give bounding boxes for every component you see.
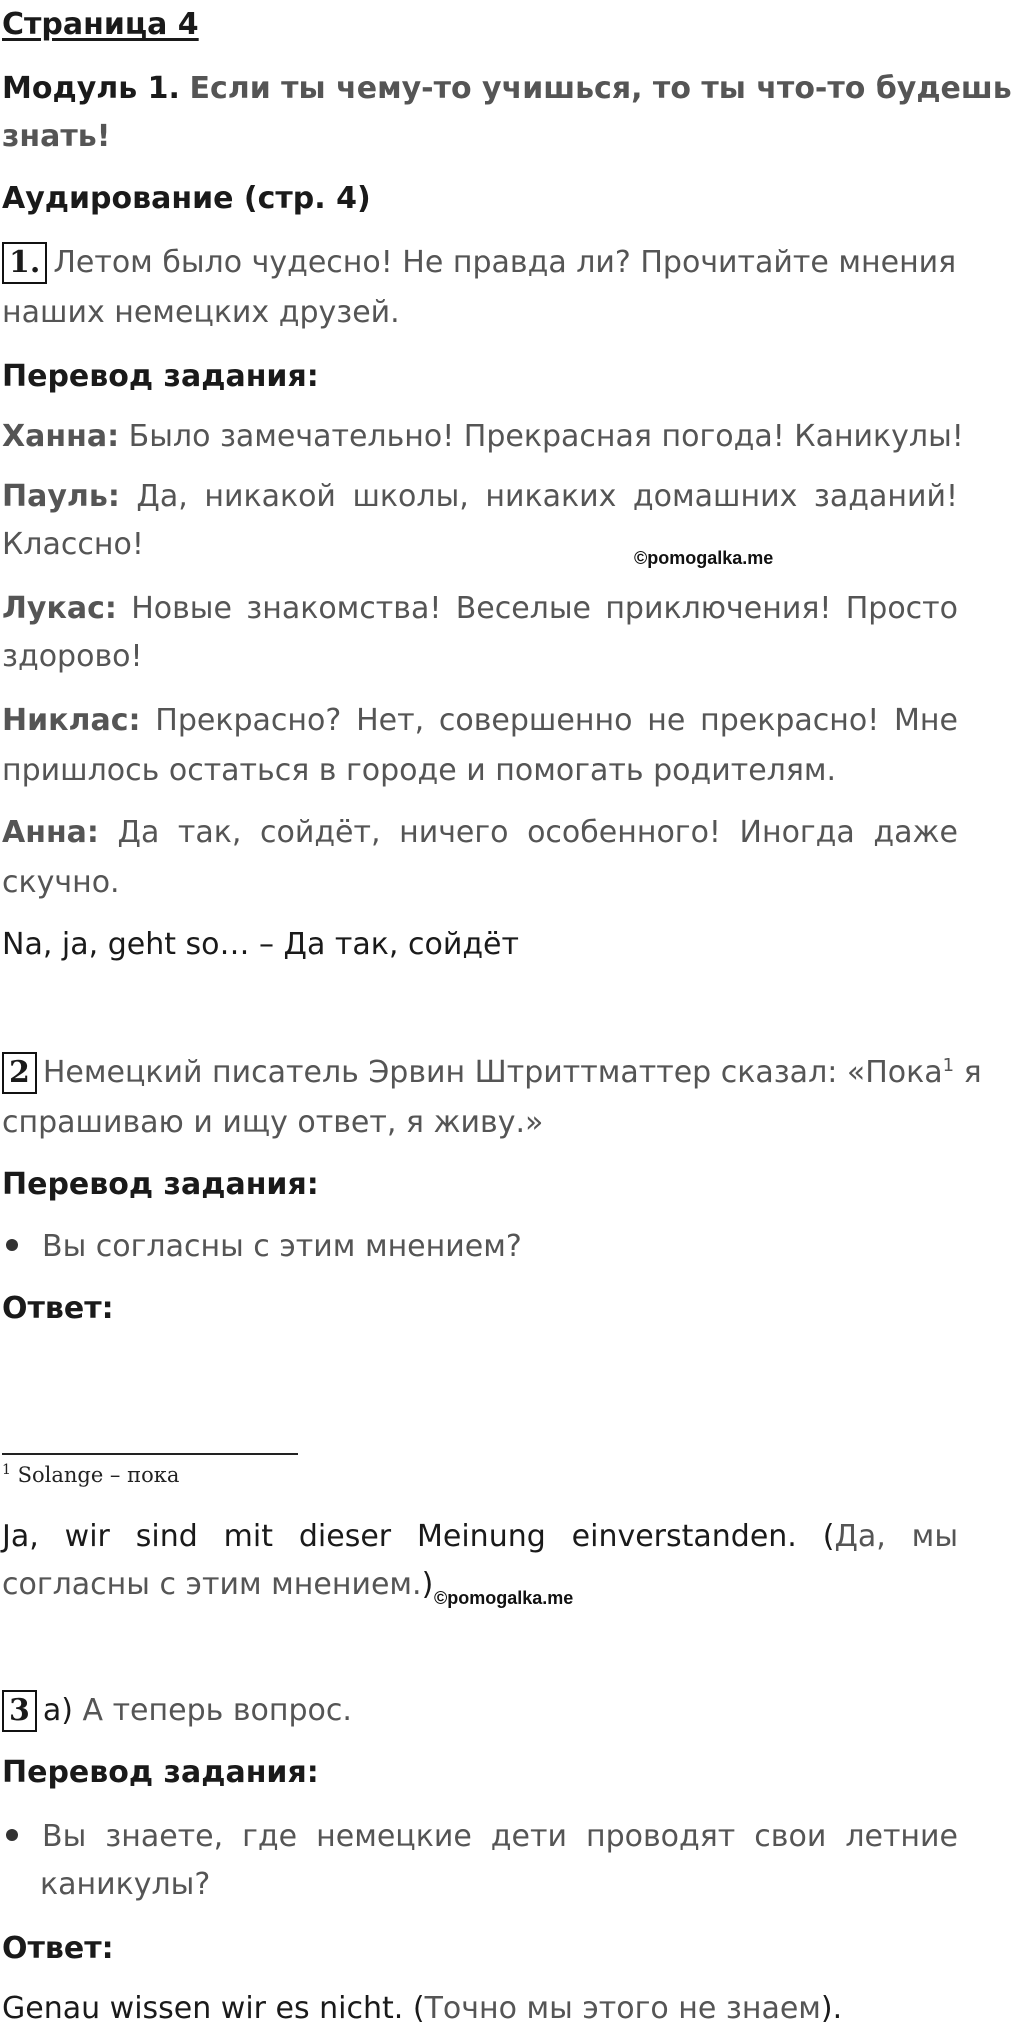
task2-instruction — [2, 1048, 982, 1098]
opinion-lukas-cont: здорово! — [2, 639, 143, 674]
watermark-2: ©pomogalka.me — [434, 1588, 574, 1608]
module-title-cont: знать! — [2, 119, 111, 154]
module-label: Модуль 1. — [2, 71, 180, 106]
task2-answer-line1 — [2, 1512, 958, 1562]
task3-answer — [2, 1984, 960, 2034]
task3-bullet-item — [2, 1812, 958, 1862]
module-title: Если ты чему-то учишься, то ты что-то будешь — [189, 71, 1012, 106]
task3-part: а) — [42, 1693, 73, 1728]
task2-text-2: спрашиваю и ищу ответ, я живу.» — [2, 1105, 544, 1140]
task3-bullet-line2: каникулы? — [40, 1867, 211, 1902]
opinion-hanna — [2, 412, 964, 462]
task2-text-1a: Немецкий писатель Эрвин Штриттматтер сказал: «Пока — [42, 1055, 943, 1090]
opinion-name: Анна: — [2, 815, 99, 850]
opinion-name: Ханна: — [2, 419, 120, 454]
section-heading: Аудирование (стр. 4) — [2, 181, 371, 216]
task2-number: 2 — [2, 1052, 37, 1094]
opinion-name: Пауль: — [2, 479, 120, 514]
answer-close-paren: ) — [421, 1567, 434, 1602]
opinion-paul-cont: Классно! — [2, 527, 144, 562]
opinion-niklas — [2, 696, 958, 746]
task2-answer-label: Ответ: — [2, 1291, 114, 1326]
task1-number: 1. — [2, 242, 47, 284]
footnote — [2, 1463, 179, 1487]
task2-bullet-item — [2, 1222, 960, 1272]
page-title: Страница 4 — [2, 7, 199, 42]
opinion-paul — [2, 472, 958, 522]
opinion-anna-cont: скучно. — [2, 865, 120, 900]
bullet-icon — [6, 1829, 18, 1841]
answer-close-paren: ). — [820, 1991, 843, 2026]
task1-phrase: Na, ja, geht so… – Да так, сойдёт — [2, 927, 519, 962]
opinion-text: Да так, сойдёт, ничего особенного! Иногда даже — [117, 815, 958, 850]
task2-bullet-text: Вы согласны с этим мнением? — [42, 1229, 522, 1264]
opinion-lukas — [2, 584, 958, 634]
answer-russian: Точно мы этого не знаем — [424, 1991, 821, 2026]
opinion-name: Лукас: — [2, 591, 117, 626]
opinion-niklas-cont: пришлось остаться в городе и помогать родителям. — [2, 753, 837, 788]
task2-translation-label: Перевод задания: — [2, 1167, 319, 1202]
answer-german: Genau wissen wir es nicht. ( — [2, 1991, 425, 2026]
task3-translation-label: Перевод задания: — [2, 1755, 319, 1790]
task3-answer-label: Ответ: — [2, 1931, 114, 1966]
task3-instruction — [2, 1686, 960, 1736]
task3-number: 3 — [2, 1690, 37, 1732]
task2-footnote-mark: 1 — [942, 1055, 955, 1076]
footnote-mark: 1 — [2, 1462, 11, 1478]
task3-bullet-line1: Вы знаете, где немецкие дети проводят свои летние — [42, 1819, 958, 1854]
answer-russian-cont: согласны с этим мнением. — [2, 1567, 422, 1602]
task2-text-1b: я — [954, 1055, 982, 1090]
task1-translation-label: Перевод задания: — [2, 359, 319, 394]
footnote-divider — [2, 1453, 298, 1455]
opinion-text: Прекрасно? Нет, совершенно не прекрасно! Мне — [155, 703, 958, 738]
answer-german: Ja, wir sind mit dieser Meinung einverstanden. ( — [2, 1519, 835, 1554]
task1-text-1: Летом было чудесно! Не правда ли? Прочитайте мнения — [53, 245, 957, 280]
opinion-text: Было замечательно! Прекрасная погода! Каникулы! — [128, 419, 964, 454]
bullet-icon — [6, 1239, 18, 1251]
opinion-name: Никлас: — [2, 703, 141, 738]
watermark: ©pomogalka.me — [634, 548, 774, 568]
module-heading — [2, 64, 1012, 114]
opinion-text: Да, никакой школы, никаких домашних заданий! — [136, 479, 958, 514]
task1-text-2: наших немецких друзей. — [2, 295, 400, 330]
opinion-text: Новые знакомства! Веселые приключения! Просто — [131, 591, 958, 626]
task3-text: А теперь вопрос. — [72, 1693, 352, 1728]
footnote-text: Solange – пока — [10, 1463, 180, 1487]
answer-russian: Да, мы — [834, 1519, 958, 1554]
task1-instruction — [2, 238, 960, 288]
opinion-anna — [2, 808, 958, 858]
